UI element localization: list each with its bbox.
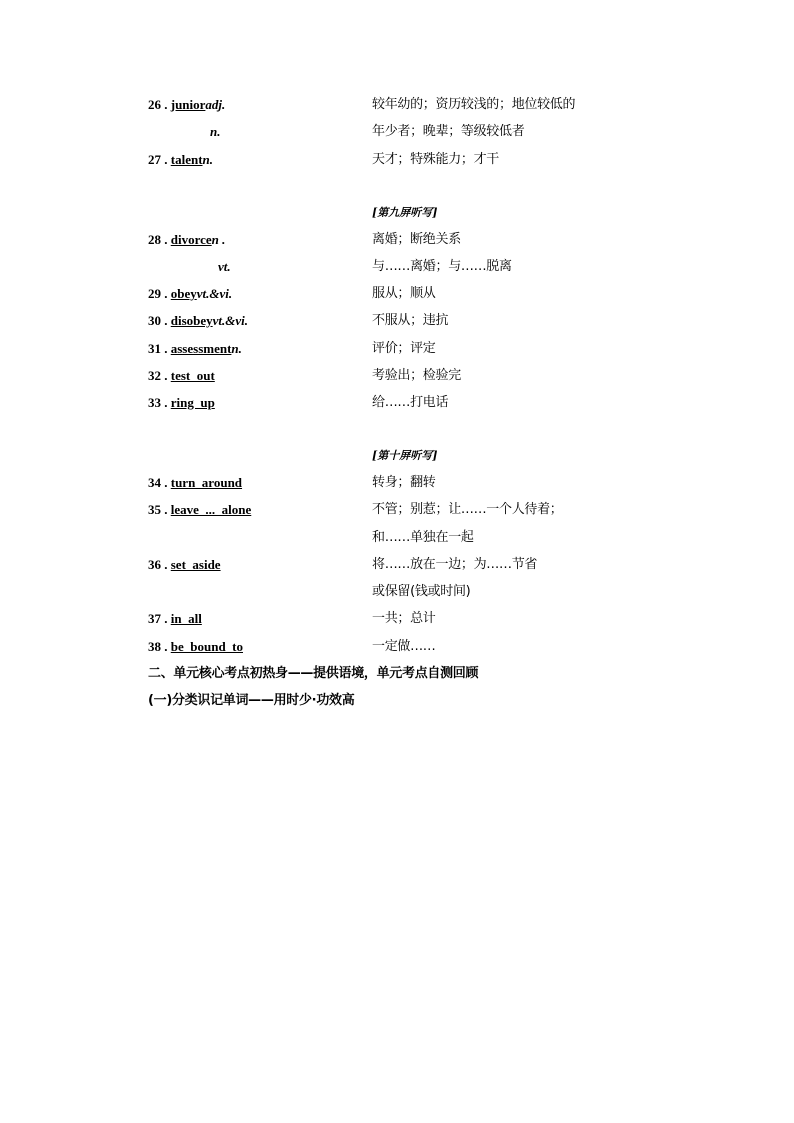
entry-pos: vt.&vi. — [212, 313, 249, 328]
entry-meaning: 一共；总计 — [372, 611, 436, 626]
entry-number: 29 . — [148, 286, 168, 301]
entry-term: in all — [170, 611, 202, 626]
entry-meaning: 一定做…… — [372, 639, 436, 654]
vocab-entry-28 — [0, 230, 794, 250]
entry-number: 35 . — [148, 502, 168, 517]
vocab-entry-26-noun — [0, 122, 794, 142]
entry-number: 38 . — [148, 639, 168, 654]
vocab-entry-33 — [0, 393, 794, 413]
entry-term: test out — [170, 368, 215, 383]
section-title: [第九屏听写] — [372, 206, 438, 219]
entry-meaning: 和……单独在一起 — [372, 530, 474, 545]
entry-pos: n. — [202, 152, 214, 167]
entry-term: turn around — [170, 475, 243, 490]
entry-meaning: 给……打电话 — [372, 395, 449, 410]
entry-number: 26 . — [148, 97, 168, 112]
entry-meaning: 不服从；违抗 — [372, 313, 449, 328]
entry-meaning: 离婚；断绝关系 — [372, 232, 461, 247]
entry-pos: n. — [210, 124, 221, 139]
entry-pos: adj. — [205, 97, 226, 112]
entry-term: disobey — [170, 313, 213, 328]
vocab-entry-35 — [0, 500, 794, 520]
entry-meaning: 或保留(钱或时间) — [372, 584, 471, 599]
entry-term: be bound to — [170, 639, 243, 654]
vocab-entry-32 — [0, 366, 794, 386]
entry-meaning: 转身；翻转 — [372, 475, 436, 490]
vocab-entry-28-verb — [0, 257, 794, 277]
entry-meaning: 较年幼的；资历较浅的；地位较低的 — [372, 97, 576, 112]
entry-meaning: 年少者；晚辈；等级较低者 — [372, 124, 525, 139]
entry-number: 27 . — [148, 152, 168, 167]
entry-term: divorce — [170, 232, 212, 247]
vocab-entry-31 — [0, 339, 794, 359]
section-label-9 — [0, 203, 794, 223]
entry-term: assessment — [170, 341, 232, 356]
entry-number: 33 . — [148, 395, 168, 410]
vocab-entry-34 — [0, 473, 794, 493]
vocab-entry-30 — [0, 311, 794, 331]
entry-meaning: 服从；顺从 — [372, 286, 436, 301]
entry-number: 28 . — [148, 232, 168, 247]
entry-meaning: 考验出；检验完 — [372, 368, 461, 383]
entry-term: leave ... alone — [170, 502, 252, 517]
vocab-entry-26 — [0, 95, 794, 115]
vocab-entry-37 — [0, 609, 794, 629]
section-title: [第十屏听写] — [372, 449, 438, 462]
entry-pos: vt.&vi. — [196, 286, 233, 301]
vocab-entry-29 — [0, 284, 794, 304]
heading-text: 二、单元核心考点初热身——提供语境，单元考点自测回顾 — [148, 666, 479, 681]
entry-term: set aside — [170, 557, 221, 572]
entry-number: 34 . — [148, 475, 168, 490]
entry-number: 31 . — [148, 341, 168, 356]
vocab-entry-27 — [0, 150, 794, 170]
entry-meaning: 天才；特殊能力；才干 — [372, 152, 500, 167]
subsection-heading — [0, 691, 794, 711]
section-heading-two — [0, 664, 794, 684]
vocab-entry-36-continued — [0, 582, 794, 602]
vocab-entry-38 — [0, 637, 794, 657]
entry-number: 32 . — [148, 368, 168, 383]
entry-term: ring up — [170, 395, 215, 410]
entry-pos: n. — [231, 341, 242, 356]
entry-term: junior — [170, 97, 206, 112]
entry-number: 36 . — [148, 557, 168, 572]
entry-term: talent — [170, 152, 203, 167]
entry-number: 30 . — [148, 313, 168, 328]
subheading-text: (一)分类识记单词——用时少·功效高 — [148, 693, 355, 708]
entry-term: obey — [170, 286, 197, 301]
entry-meaning: 将……放在一边；为……节省 — [372, 557, 538, 572]
section-label-10 — [0, 446, 794, 466]
entry-meaning: 不管；别惹；让……一个人待着； — [372, 502, 563, 517]
entry-meaning: 与……离婚；与……脱离 — [372, 259, 512, 274]
vocab-entry-35-continued — [0, 528, 794, 548]
entry-pos: n . — [211, 232, 226, 247]
entry-pos: vt. — [218, 259, 231, 274]
entry-meaning: 评价；评定 — [372, 341, 436, 356]
vocab-entry-36 — [0, 555, 794, 575]
entry-number: 37 . — [148, 611, 168, 626]
